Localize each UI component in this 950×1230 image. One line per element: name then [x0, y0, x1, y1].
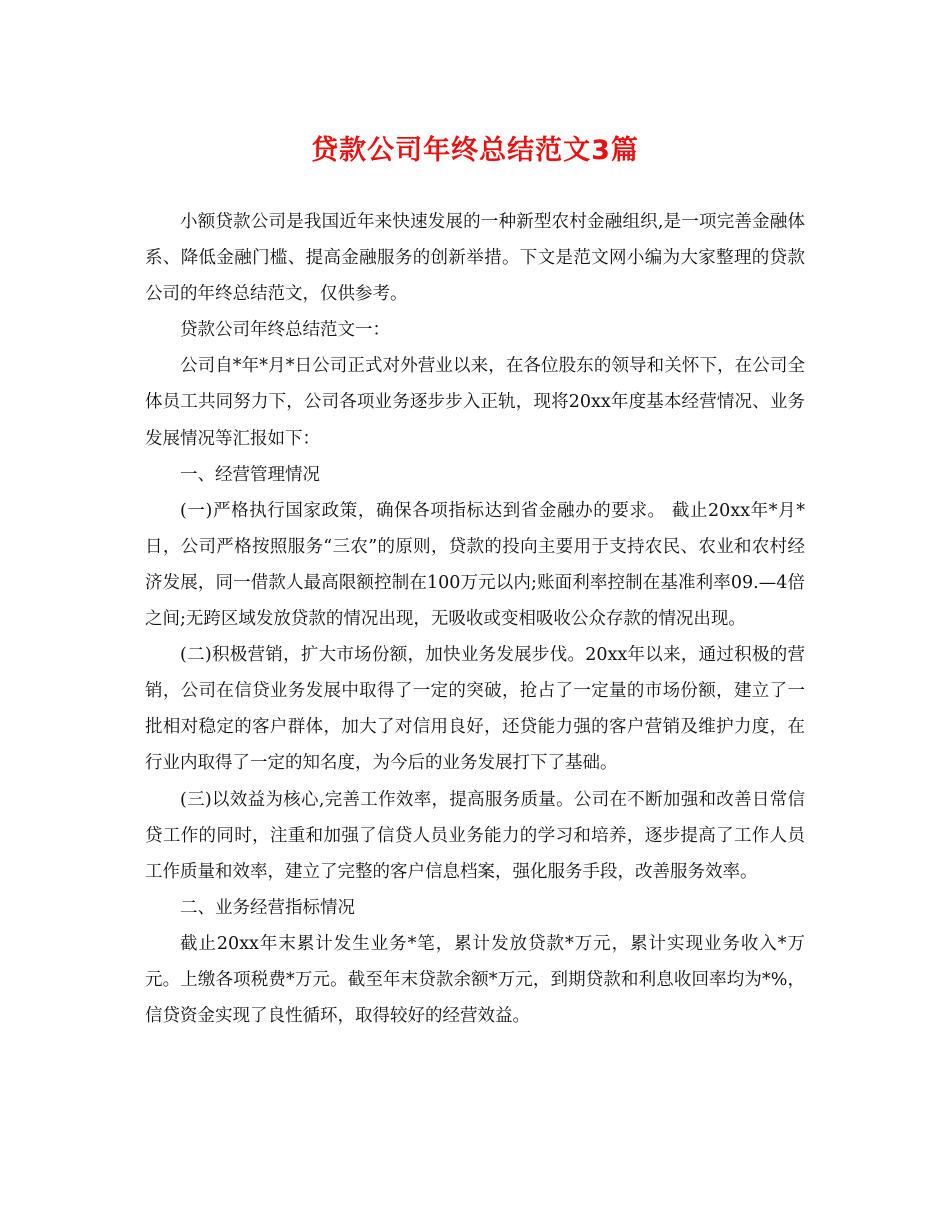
section-heading-management: 一、经营管理情况: [180, 464, 320, 485]
document-title: 贷款公司年终总结范文3篇: [311, 135, 639, 166]
document-body: [145, 204, 805, 1034]
paragraph-intro: 小额贷款公司是我国近年来快速发展的一种新型农村金融组织,是一项完善金融体系、降低金融门槛、提高金融服务的创新举措。下文是范文网小编为大家整理的贷款公司的年终总结范文，仅供参考。: [145, 212, 805, 305]
paragraph-policy: (一)严格执行国家政策，确保各项指标达到省金融办的要求。 截止20xx年*月*日，公司严格按照服务“三农”的原则，贷款的投向主要用于支持农民、农业和农村经济发展，同一借款人最高限额控制在100万元以内;账面利率控制在基准利率09.—4倍之间;无跨区域发放贷款的情况出现，无吸收或变相吸收公众存款的情况出现。: [145, 500, 805, 630]
paragraph-sample-one-heading: 贷款公司年终总结范文一：: [180, 320, 390, 341]
paragraph-indicators: 截止20xx年末累计发生业务*笔，累计发放贷款*万元，累计实现业务收入*万元。上缴各项税费*万元。截至年末贷款余额*万元，到期贷款和利息收回率均为*%，信贷资金实现了良性循环，取得较好的经营效益。: [145, 933, 805, 1027]
section-heading-indicators: 二、业务经营指标情况: [180, 897, 355, 918]
paragraph-marketing: (二)积极营销，扩大市场份额，加快业务发展步伐。20xx年以来，通过积极的营销，公司在信贷业务发展中取得了一定的突破，抢占了一定量的市场份额，建立了一批相对稳定的客户群体，加大了对信用良好，还贷能力强的客户营销及维护力度，在行业内取得了一定的知名度，为今后的业务发展打下了基础。: [145, 645, 805, 774]
paragraph-company-overview: 公司自*年*月*日公司正式对外营业以来，在各位股东的领导和关怀下，在公司全体员工共同努力下，公司各项业务逐步步入正轨，现将20xx年度基本经营情况、业务发展情况等汇报如下：: [145, 356, 805, 449]
paragraph-efficiency: (三)以效益为核心,完善工作效率，提高服务质量。公司在不断加强和改善日常信贷工作的同时，注重和加强了信贷人员业务能力的学习和培养，逐步提高了工作人员工作质量和效率，建立了完整的客户信息档案，强化服务手段，改善服务效率。: [145, 789, 805, 882]
